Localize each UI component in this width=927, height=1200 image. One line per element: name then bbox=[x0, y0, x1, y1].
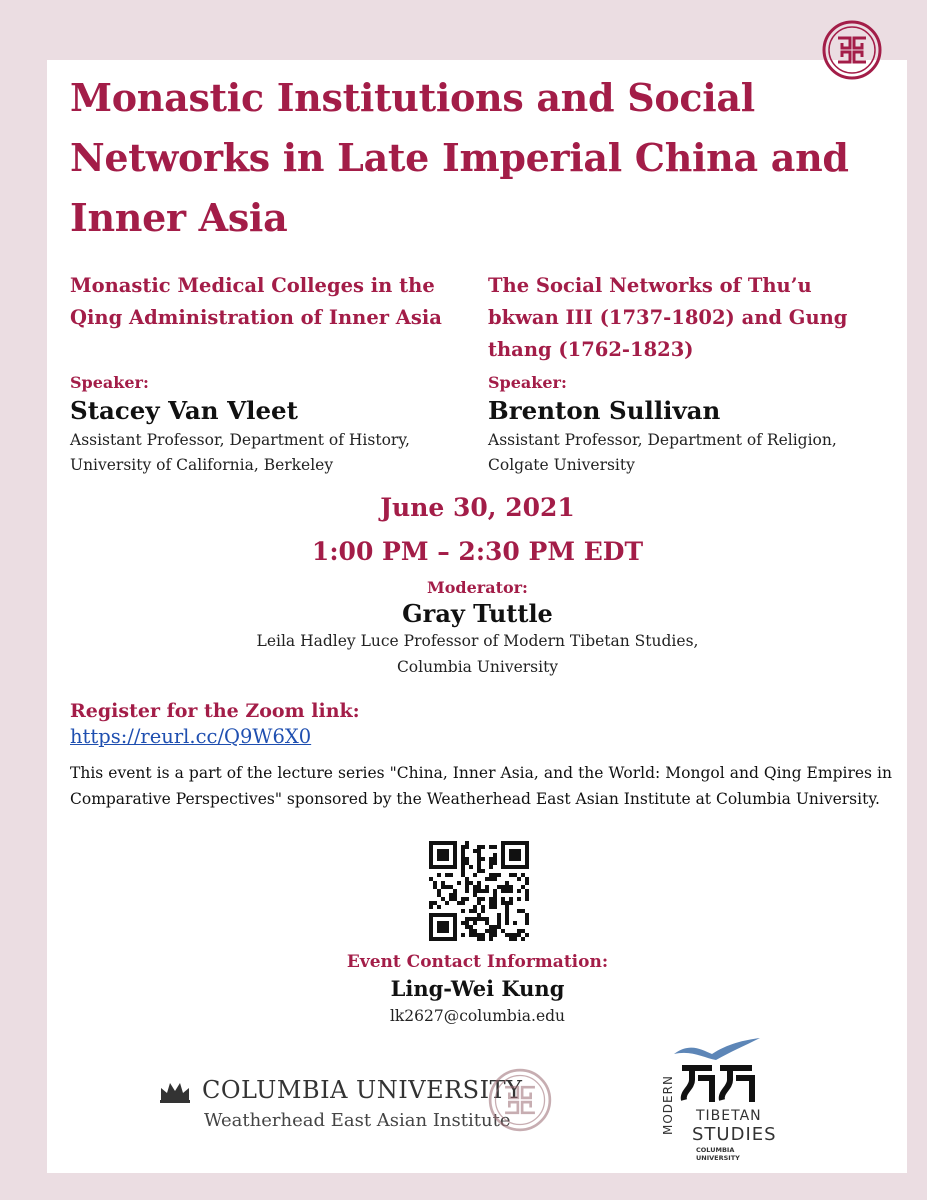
mts-modern-text: MODERN bbox=[661, 1075, 675, 1135]
talk-2-title-line: thang (1762-1823) bbox=[488, 338, 694, 361]
columbia-university-wordmark: COLUMBIA UNIVERSITY bbox=[202, 1076, 523, 1104]
zoom-registration-link[interactable]: https://reurl.cc/Q9W6X0 bbox=[70, 725, 312, 748]
event-time: 1:00 PM – 2:30 PM EDT bbox=[311, 537, 644, 566]
mts-tibetan-text: TIBETAN bbox=[696, 1108, 762, 1124]
speaker-1 bbox=[70, 372, 470, 478]
talk-2-title bbox=[488, 270, 888, 366]
register-label: Register for the Zoom link: bbox=[70, 700, 360, 722]
contact-info bbox=[0, 952, 927, 1025]
columbia-crown-icon bbox=[158, 1078, 192, 1104]
mts-studies-text: STUDIES bbox=[692, 1124, 777, 1145]
talk-2-title-line: The Social Networks of Thu’u bbox=[488, 274, 812, 297]
talk-2 bbox=[488, 270, 888, 366]
speaker-2-affiliation: Colgate University bbox=[488, 456, 635, 474]
speaker-2-label: Speaker: bbox=[488, 373, 567, 392]
talk-1 bbox=[70, 270, 470, 334]
talk-1-title-line: Monastic Medical Colleges in the bbox=[70, 274, 435, 297]
speaker-2-affiliation: Assistant Professor, Department of Religion, bbox=[488, 431, 837, 449]
event-title-line: Inner Asia bbox=[70, 195, 288, 240]
speaker-1-affiliation: University of California, Berkeley bbox=[70, 456, 334, 474]
event-title-line: Monastic Institutions and Social bbox=[70, 75, 755, 120]
mts-columbia-text: COLUMBIA UNIVERSITY bbox=[696, 1146, 740, 1162]
speaker-1-name: Stacey Van Vleet bbox=[70, 396, 298, 425]
talk-2-title-line: bkwan III (1737-1802) and Gung bbox=[488, 306, 848, 329]
mts-glyph-icon bbox=[678, 1062, 758, 1108]
contact-name: Ling-Wei Kung bbox=[390, 976, 565, 1001]
moderator bbox=[0, 578, 927, 680]
event-date: June 30, 2021 bbox=[380, 493, 575, 522]
moderator-affiliation: Leila Hadley Luce Professor of Modern Tibetan Studies, bbox=[256, 632, 699, 650]
event-description: This event is a part of the lecture series "China, Inner Asia, and the World: Mongol and Qing Empires in Comparative Perspectives" sponsored by the Weatherhead East Asian Institute at Columbia University. bbox=[70, 764, 892, 808]
talk-1-title bbox=[70, 270, 470, 334]
weai-seal-watermark-icon bbox=[488, 1068, 552, 1132]
speaker-2-name: Brenton Sullivan bbox=[488, 396, 721, 425]
moderator-affiliation: Columbia University bbox=[396, 658, 559, 676]
modern-tibetan-studies-logo bbox=[652, 1036, 777, 1162]
event-title bbox=[70, 68, 890, 248]
talk-1-title-line: Qing Administration of Inner Asia bbox=[70, 306, 442, 329]
contact-label: Event Contact Information: bbox=[346, 952, 609, 972]
speaker-2 bbox=[488, 372, 908, 478]
moderator-name: Gray Tuttle bbox=[402, 599, 553, 628]
qr-code-icon[interactable] bbox=[428, 840, 530, 942]
moderator-label: Moderator: bbox=[427, 578, 528, 597]
speaker-1-label: Speaker: bbox=[70, 373, 149, 392]
event-title-line: Networks in Late Imperial China and bbox=[70, 135, 849, 180]
weai-wordmark: Weatherhead East Asian Institute bbox=[204, 1110, 511, 1131]
speaker-1-affiliation: Assistant Professor, Department of History, bbox=[70, 431, 410, 449]
contact-email: lk2627@columbia.edu bbox=[389, 1007, 566, 1025]
